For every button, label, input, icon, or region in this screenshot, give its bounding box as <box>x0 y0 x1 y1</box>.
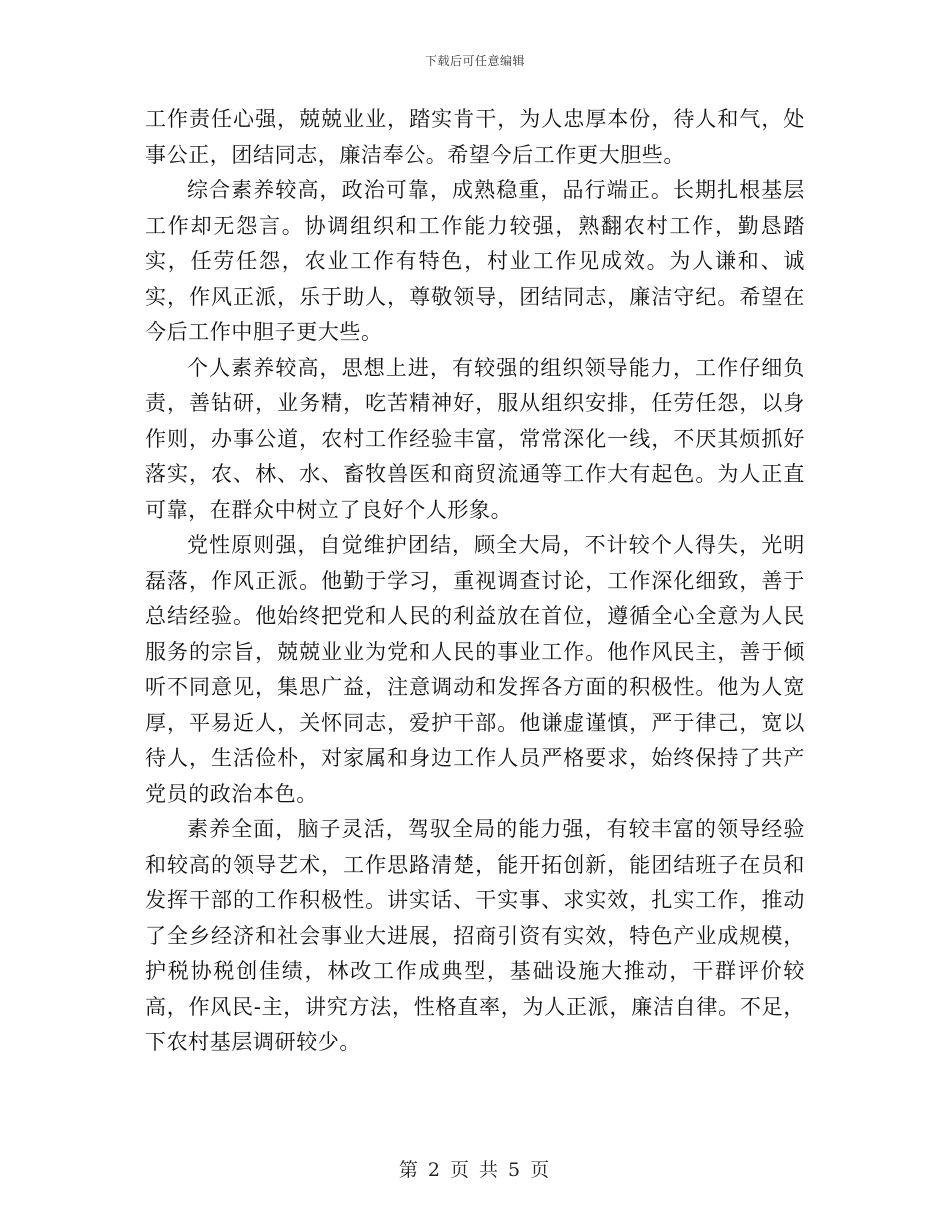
paragraph: 素养全面，脑子灵活，驾驭全局的能力强，有较丰富的领导经验和较高的领导艺术，工作思路清楚，能开拓创新，能团结班子在员和发挥干部的工作积极性。讲实话、干实事、求实效，扎实工作，推动了全乡经济和社会事业大进展，招商引资有实效，特色产业成规模，护税协税创佳绩，林改工作成典型，基础设施大推动，干群评价较高，作风民-主，讲究方法，性格直率，为人正派，廉洁自律。不足，下农村基层调研较少。 <box>145 817 805 1054</box>
paragraph: 个人素养较高，思想上进，有较强的组织领导能力，工作仔细负责，善钻研，业务精，吃苦精神好，服从组织安排，任劳任怨，以身作则，办事公道，农村工作经验丰富，常常深化一线，不厌其烦抓好落实，农、林、水、畜牧兽医和商贸流通等工作大有起色。为人正直可靠，在群众中树立了良好个人形象。 <box>145 355 805 522</box>
document-body <box>145 102 805 1061</box>
page-header: 下载后可任意编辑 <box>424 54 525 68</box>
paragraph: 党性原则强，自觉维护团结，顾全大局，不计较个人得失，光明磊落，作风正派。他勤于学习，重视调查讨论，工作深化细致，善于总结经验。他始终把党和人民的利益放在首位，遵循全心全意为人民服务的宗旨，兢兢业业为党和人民的事业工作。他作风民主，善于倾听不同意见，集思广益，注意调动和发挥各方面的积极性。他为人宽厚，平易近人，关怀同志，爱护干部。他谦虚谨慎，严于律己，宽以待人，生活俭朴，对家属和身边工作人员严格要求，始终保持了共产党员的政治本色。 <box>145 533 805 806</box>
paragraph: 综合素养较高，政治可靠，成熟稳重，品行端正。长期扎根基层工作却无怨言。协调组织和工作能力较强，熟翻农村工作，勤恳踏实，任劳任怨，农业工作有特色，村业工作见成效。为人谦和、诚实，作风正派，乐于助人，尊敬领导，团结同志，廉洁守纪。希望在今后工作中胆子更大些。 <box>145 178 805 344</box>
paragraph-continuation: 工作责任心强，兢兢业业，踏实肯干，为人忠厚本份，待人和气，处事公正，团结同志，廉洁奉公。希望今后工作更大胆些。 <box>145 107 805 167</box>
page-number-footer: 第 2 页 共 5 页 <box>398 1159 552 1181</box>
